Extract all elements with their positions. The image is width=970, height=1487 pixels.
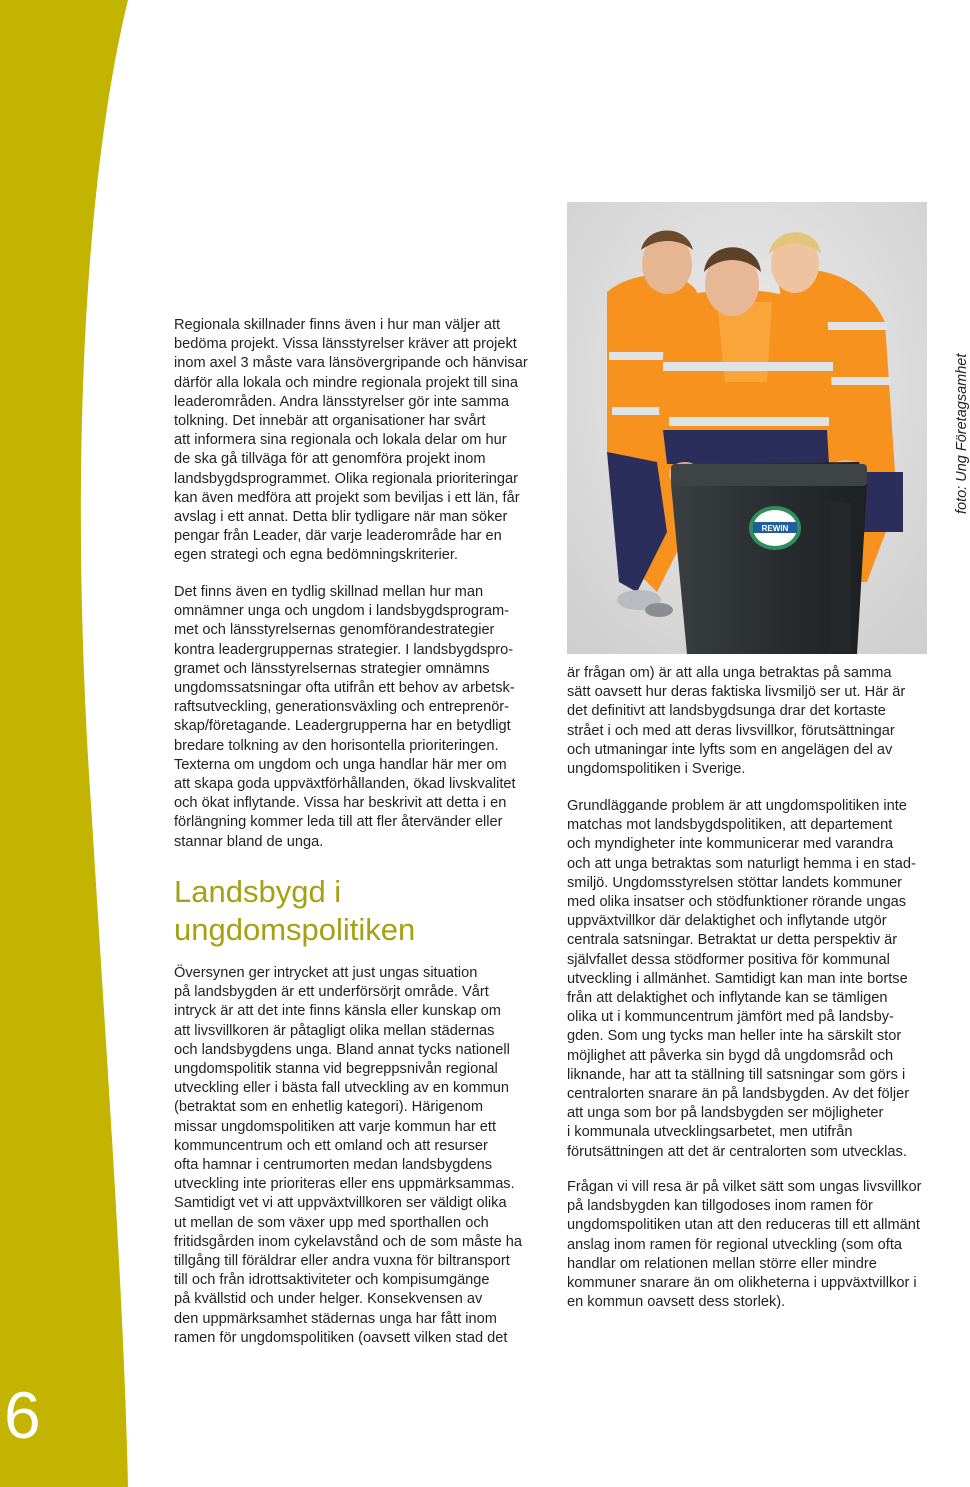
section-heading: Landsbygd i ungdomspolitiken <box>174 874 416 947</box>
photo-credit: foto: Ung Företagsamhet <box>954 353 970 514</box>
right-continuation: är frågan om) är att alla unga betraktas på samma sätt oavsett hur deras faktiska livsmiljö ser ut. Här är det definitivt att landsbygdsunga drar det kortaste strået i och med att deras livsvillkor, förutsättningar och utmaningar inte lyfts som en angelägen del av ungdomspolitiken i Sverige. <box>567 665 906 778</box>
page-number: 6 <box>4 1378 41 1452</box>
svg-text:REWIN: REWIN <box>761 524 789 533</box>
second-paragraph: Det finns även en tydlig skillnad mellan hur man omnämner unga och ungdom i landsbygdsprogram- met och länsstyrelsernas genomförandestrategier kontra leadergruppernas strategier. I landsbygdspro- gramet och länsstyrelsernas strategier omnämns ungdomssatsningar ofta utifrån ett behov av arbetsk- raftsutveckling, generationsväxling och entreprenör- skap/företagande. Leadergrupperna har en betydligt bredare tolkning av den horisontella prioriteringen. Texterna om ungdom och unga handlar här mer om att skapa goda uppväxtförhållanden, ökad livskvalitet och ökat inflytande. Vissa har beskrivit att detta i en förlängning kommer leda till att fler återvänder eller stannar bland de unga. <box>174 584 516 850</box>
section-body: Översynen ger intrycket att just ungas situation på landsbygden är ett underförsörjt område. Vårt intryck är att det inte finns känsla eller kunskap om att livsvillkoren är påtagligt olika mellan städernas och landsbygdens unga. Bland annat tycks nationell ungdomspolitik stanna vid begreppsnivån regional utveckling eller i bästa fall utveckling av en kommun (betraktat som en enhetlig kategori). Härigenom missar ungdomspolitiken att varje kommun har ett kommuncentrum och ett omland och att resurser ofta hamnar i centrumorten medan landsbygdens utveckling inte prioriteras eller ens uppmärksammas. Samtidigt vet vi att uppväxtvillkoren ser väldigt olika ut mellan de som växer upp med sporthallen och fritidsgården inom cykelavstånd och de som måste ha tillgång till föräldrar eller andra vuxna för biltransport till och från idrottsaktiviteter och kompisumgänge på kvällstid och under helger. Konsekvensen av den uppmärksamhet städernas unga har fått inom ramen för ungdomspolitiken (oavsett vilken stad det <box>174 965 522 1346</box>
intro-paragraph: Regionala skillnader finns även i hur man väljer att bedöma projekt. Vissa länsstyrelser kräver att projekt inom axel 3 måste vara länsövergripande och hänvisar därför alla lokala och mindre regionala projekt till sina leaderområden. Andra länsstyrelser gör inte samma tolkning. Det innebär att organisationer har svårt att informera sina regionala och lokala delar om hur de ska gå tillväga för att genomföra projekt inom landsbygdsprogrammet. Olika regionala prioriteringar kan även medföra att projekt som beviljas i ett län, får avslag i ett annat. Detta blir tydligare när man söker pengar från Leader, där varje leaderområde har en egen strategi och egna bedömningskriterier. <box>174 317 528 564</box>
accent-band <box>0 0 140 1487</box>
right-problem-paragraph: Grundläggande problem är att ungdomspolitiken inte matchas mot landsbygdspolitiken, att departement och myndigheter inte kommunicerar med varandra och att unga betraktas som naturligt hemma i en stad- smiljö. Ungdomsstyrelsen stöttar landets kommuner med olika insatser och stödfunktioner rörande ungas uppväxtvillkor där delaktighet och inflytande utgör centrala satsningar. Betraktat ur detta perspektiv är självfallet dessa stödformer positiva för kommunal utveckling i allmänhet. Samtidigt kan man inte bortse från att delaktighet och inflytande kan se tämligen olika ut i kommuncentrum jämfört med på landsby- gden. Som ung tycks man heller inte ha särskilt stor möjlighet att påverka sin bygd då ungdomsråd och liknande, har att ta ställning till satsningar som görs i centralorten snarare än på landsbygden. Av det följer att unga som bor på landsbygden ser möjligheter i kommunala utvecklingsarbetet, men utifrån förutsättningen att det är centralorten som utvecklas. <box>567 798 916 1160</box>
photo-three-young-men-in-work-suits <box>567 202 927 654</box>
right-question-paragraph: Frågan vi vill resa är på vilket sätt som ungas livsvillkor på landsbygden kan tillgodoses inom ramen för ungdomspolitiken utan att den reduceras till ett allmänt anslag inom ramen för regional utveckling (som ofta handlar om relationen mellan större eller mindre kommuner snarare än om olikheterna i uppväxtvillkor i en kommun oavsett dess storlek). <box>567 1179 922 1311</box>
